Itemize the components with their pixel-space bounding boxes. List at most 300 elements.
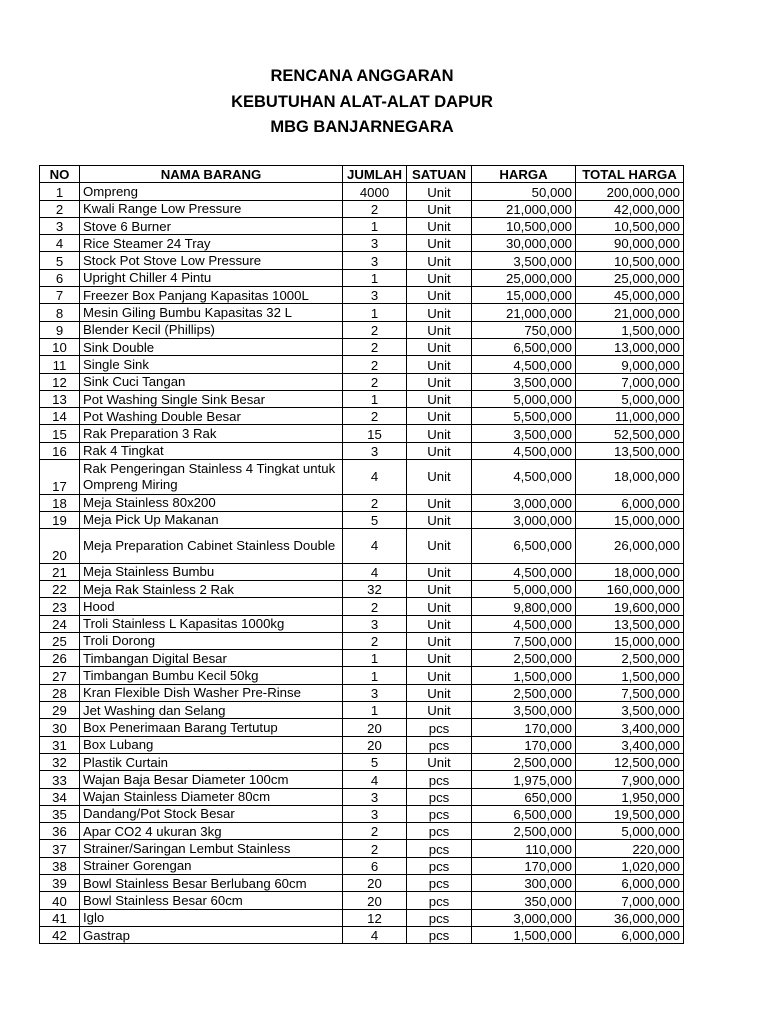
- cell-total-price: 1,950,000: [576, 788, 684, 805]
- cell-quantity: 5: [343, 753, 407, 770]
- table-header-row: [40, 166, 684, 183]
- cell-no: 12: [40, 373, 80, 390]
- cell-price: 3,000,000: [472, 511, 576, 528]
- cell-total-price: 15,000,000: [576, 632, 684, 649]
- table-row: [40, 563, 684, 580]
- cell-no: 42: [40, 926, 80, 943]
- cell-no: 10: [40, 338, 80, 355]
- cell-unit: pcs: [407, 823, 472, 840]
- cell-no: 2: [40, 200, 80, 217]
- cell-quantity: 20: [343, 736, 407, 753]
- cell-item-name: Freezer Box Panjang Kapasitas 1000L: [80, 287, 343, 304]
- cell-item-name: Wajan Baja Besar Diameter 100cm: [80, 771, 343, 788]
- cell-price: 4,500,000: [472, 563, 576, 580]
- table-row: [40, 338, 684, 355]
- cell-no: 9: [40, 321, 80, 338]
- cell-total-price: 3,500,000: [576, 702, 684, 719]
- cell-total-price: 18,000,000: [576, 563, 684, 580]
- cell-price: 1,500,000: [472, 926, 576, 943]
- cell-no: 39: [40, 874, 80, 891]
- table-row: [40, 235, 684, 252]
- table-row: [40, 494, 684, 511]
- cell-total-price: 12,500,000: [576, 753, 684, 770]
- cell-item-name: Box Lubang: [80, 736, 343, 753]
- cell-quantity: 4: [343, 563, 407, 580]
- cell-quantity: 2: [343, 200, 407, 217]
- cell-unit: pcs: [407, 926, 472, 943]
- cell-item-name: Sink Cuci Tangan: [80, 373, 343, 390]
- cell-no: 15: [40, 425, 80, 442]
- cell-quantity: 4: [343, 926, 407, 943]
- table-row: [40, 823, 684, 840]
- cell-unit: Unit: [407, 183, 472, 200]
- cell-total-price: 19,600,000: [576, 598, 684, 615]
- cell-unit: pcs: [407, 909, 472, 926]
- table-row: [40, 183, 684, 200]
- table-row: [40, 667, 684, 684]
- cell-unit: Unit: [407, 598, 472, 615]
- table-row: [40, 321, 684, 338]
- cell-unit: Unit: [407, 650, 472, 667]
- cell-unit: Unit: [407, 425, 472, 442]
- cell-unit: Unit: [407, 580, 472, 597]
- cell-total-price: 13,000,000: [576, 338, 684, 355]
- cell-quantity: 4: [343, 771, 407, 788]
- cell-unit: Unit: [407, 287, 472, 304]
- cell-quantity: 5: [343, 511, 407, 528]
- cell-price: 3,500,000: [472, 252, 576, 269]
- cell-price: 5,500,000: [472, 408, 576, 425]
- cell-item-name: Strainer/Saringan Lembut Stainless: [80, 840, 343, 857]
- title-line-1: RENCANA ANGGARAN: [270, 67, 454, 85]
- cell-price: 300,000: [472, 874, 576, 891]
- cell-total-price: 6,000,000: [576, 874, 684, 891]
- cell-quantity: 12: [343, 909, 407, 926]
- header-total-price: TOTAL HARGA: [576, 166, 684, 183]
- cell-item-name: Mesin Giling Bumbu Kapasitas 32 L: [80, 304, 343, 321]
- cell-quantity: 20: [343, 874, 407, 891]
- cell-total-price: 13,500,000: [576, 615, 684, 632]
- cell-total-price: 26,000,000: [576, 529, 684, 564]
- cell-unit: Unit: [407, 442, 472, 459]
- cell-total-price: 7,900,000: [576, 771, 684, 788]
- cell-total-price: 36,000,000: [576, 909, 684, 926]
- table-row: [40, 736, 684, 753]
- cell-quantity: 15: [343, 425, 407, 442]
- table-row: [40, 650, 684, 667]
- cell-unit: Unit: [407, 408, 472, 425]
- cell-unit: Unit: [407, 269, 472, 286]
- cell-no: 40: [40, 892, 80, 909]
- cell-total-price: 6,000,000: [576, 926, 684, 943]
- cell-total-price: 2,500,000: [576, 650, 684, 667]
- cell-quantity: 2: [343, 494, 407, 511]
- cell-unit: pcs: [407, 805, 472, 822]
- cell-unit: Unit: [407, 338, 472, 355]
- cell-quantity: 2: [343, 373, 407, 390]
- cell-no: 30: [40, 719, 80, 736]
- cell-unit: pcs: [407, 771, 472, 788]
- table-row: [40, 511, 684, 528]
- cell-item-name: Kran Flexible Dish Washer Pre-Rinse: [80, 684, 343, 701]
- cell-quantity: 3: [343, 684, 407, 701]
- cell-no: 32: [40, 753, 80, 770]
- cell-no: 4: [40, 235, 80, 252]
- table-row: [40, 460, 684, 495]
- cell-price: 2,500,000: [472, 753, 576, 770]
- cell-item-name: Rak Pengeringan Stainless 4 Tingkat untuk Ompreng Miring: [80, 460, 343, 495]
- cell-quantity: 3: [343, 252, 407, 269]
- cell-unit: Unit: [407, 702, 472, 719]
- cell-quantity: 3: [343, 442, 407, 459]
- cell-quantity: 2: [343, 598, 407, 615]
- cell-unit: Unit: [407, 563, 472, 580]
- cell-price: 2,500,000: [472, 684, 576, 701]
- cell-unit: Unit: [407, 529, 472, 564]
- cell-total-price: 15,000,000: [576, 511, 684, 528]
- cell-price: 4,500,000: [472, 356, 576, 373]
- cell-price: 1,500,000: [472, 667, 576, 684]
- cell-total-price: 11,000,000: [576, 408, 684, 425]
- header-unit: SATUAN: [407, 166, 472, 183]
- cell-item-name: Wajan Stainless Diameter 80cm: [80, 788, 343, 805]
- cell-price: 6,500,000: [472, 338, 576, 355]
- cell-no: 25: [40, 632, 80, 649]
- cell-price: 6,500,000: [472, 805, 576, 822]
- cell-item-name: Plastik Curtain: [80, 753, 343, 770]
- table-row: [40, 287, 684, 304]
- cell-unit: Unit: [407, 615, 472, 632]
- cell-item-name: Meja Stainless 80x200: [80, 494, 343, 511]
- cell-total-price: 25,000,000: [576, 269, 684, 286]
- cell-unit: Unit: [407, 356, 472, 373]
- table-row: [40, 632, 684, 649]
- header-price: HARGA: [472, 166, 576, 183]
- cell-total-price: 13,500,000: [576, 442, 684, 459]
- cell-item-name: Troli Stainless L Kapasitas 1000kg: [80, 615, 343, 632]
- cell-item-name: Hood: [80, 598, 343, 615]
- cell-total-price: 90,000,000: [576, 235, 684, 252]
- cell-item-name: Meja Pick Up Makanan: [80, 511, 343, 528]
- title-line-3: MBG BANJARNEGARA: [270, 118, 454, 136]
- cell-no: 23: [40, 598, 80, 615]
- cell-no: 6: [40, 269, 80, 286]
- cell-item-name: Meja Rak Stainless 2 Rak: [80, 580, 343, 597]
- table-row: [40, 805, 684, 822]
- cell-item-name: Rak 4 Tingkat: [80, 442, 343, 459]
- cell-price: 170,000: [472, 736, 576, 753]
- cell-unit: pcs: [407, 857, 472, 874]
- cell-item-name: Iglo: [80, 909, 343, 926]
- table-body: [40, 183, 684, 944]
- cell-total-price: 45,000,000: [576, 287, 684, 304]
- cell-total-price: 7,000,000: [576, 892, 684, 909]
- table-row: [40, 926, 684, 943]
- table-row: [40, 909, 684, 926]
- cell-no: 21: [40, 563, 80, 580]
- table-row: [40, 771, 684, 788]
- cell-unit: Unit: [407, 304, 472, 321]
- cell-unit: Unit: [407, 460, 472, 495]
- cell-total-price: 1,500,000: [576, 667, 684, 684]
- cell-unit: Unit: [407, 684, 472, 701]
- cell-total-price: 19,500,000: [576, 805, 684, 822]
- cell-unit: pcs: [407, 719, 472, 736]
- cell-price: 7,500,000: [472, 632, 576, 649]
- cell-quantity: 1: [343, 650, 407, 667]
- cell-no: 18: [40, 494, 80, 511]
- table-row: [40, 304, 684, 321]
- cell-quantity: 2: [343, 408, 407, 425]
- cell-item-name: Rice Steamer 24 Tray: [80, 235, 343, 252]
- cell-price: 3,000,000: [472, 909, 576, 926]
- cell-quantity: 3: [343, 287, 407, 304]
- cell-no: 11: [40, 356, 80, 373]
- cell-price: 15,000,000: [472, 287, 576, 304]
- header-no: NO: [40, 166, 80, 183]
- cell-price: 3,500,000: [472, 425, 576, 442]
- cell-no: 38: [40, 857, 80, 874]
- cell-no: 27: [40, 667, 80, 684]
- cell-item-name: Meja Stainless Bumbu: [80, 563, 343, 580]
- cell-total-price: 42,000,000: [576, 200, 684, 217]
- cell-quantity: 32: [343, 580, 407, 597]
- cell-price: 9,800,000: [472, 598, 576, 615]
- cell-price: 30,000,000: [472, 235, 576, 252]
- cell-price: 170,000: [472, 857, 576, 874]
- cell-quantity: 1: [343, 217, 407, 234]
- cell-item-name: Timbangan Bumbu Kecil 50kg: [80, 667, 343, 684]
- cell-total-price: 5,000,000: [576, 390, 684, 407]
- cell-no: 37: [40, 840, 80, 857]
- cell-price: 21,000,000: [472, 304, 576, 321]
- cell-quantity: 2: [343, 321, 407, 338]
- cell-no: 24: [40, 615, 80, 632]
- table-row: [40, 840, 684, 857]
- cell-item-name: Jet Washing dan Selang: [80, 702, 343, 719]
- cell-price: 5,000,000: [472, 390, 576, 407]
- cell-no: 5: [40, 252, 80, 269]
- cell-quantity: 4: [343, 460, 407, 495]
- cell-no: 41: [40, 909, 80, 926]
- table-row: [40, 529, 684, 564]
- cell-price: 2,500,000: [472, 650, 576, 667]
- cell-no: 34: [40, 788, 80, 805]
- cell-quantity: 2: [343, 338, 407, 355]
- cell-total-price: 200,000,000: [576, 183, 684, 200]
- table-row: [40, 442, 684, 459]
- cell-item-name: Stock Pot Stove Low Pressure: [80, 252, 343, 269]
- cell-item-name: Rak Preparation 3 Rak: [80, 425, 343, 442]
- cell-price: 4,500,000: [472, 615, 576, 632]
- cell-price: 4,500,000: [472, 442, 576, 459]
- header-quantity: JUMLAH: [343, 166, 407, 183]
- cell-no: 31: [40, 736, 80, 753]
- header-item-name: NAMA BARANG: [80, 166, 343, 183]
- cell-price: 10,500,000: [472, 217, 576, 234]
- cell-unit: pcs: [407, 840, 472, 857]
- cell-price: 3,500,000: [472, 373, 576, 390]
- cell-item-name: Pot Washing Double Besar: [80, 408, 343, 425]
- table-row: [40, 580, 684, 597]
- table-row: [40, 702, 684, 719]
- cell-price: 21,000,000: [472, 200, 576, 217]
- table-row: [40, 269, 684, 286]
- cell-price: 2,500,000: [472, 823, 576, 840]
- cell-no: 26: [40, 650, 80, 667]
- cell-quantity: 3: [343, 615, 407, 632]
- table-row: [40, 425, 684, 442]
- cell-total-price: 3,400,000: [576, 736, 684, 753]
- cell-unit: Unit: [407, 667, 472, 684]
- cell-no: 36: [40, 823, 80, 840]
- table-row: [40, 719, 684, 736]
- cell-total-price: 7,500,000: [576, 684, 684, 701]
- cell-quantity: 20: [343, 892, 407, 909]
- cell-quantity: 1: [343, 667, 407, 684]
- table-row: [40, 615, 684, 632]
- cell-no: 33: [40, 771, 80, 788]
- cell-quantity: 1: [343, 390, 407, 407]
- cell-unit: Unit: [407, 321, 472, 338]
- table-row: [40, 390, 684, 407]
- cell-item-name: Box Penerimaan Barang Tertutup: [80, 719, 343, 736]
- cell-unit: Unit: [407, 235, 472, 252]
- cell-no: 8: [40, 304, 80, 321]
- cell-price: 25,000,000: [472, 269, 576, 286]
- cell-price: 3,000,000: [472, 494, 576, 511]
- cell-item-name: Bowl Stainless Besar Berlubang 60cm: [80, 874, 343, 891]
- table-row: [40, 874, 684, 891]
- cell-item-name: Troli Dorong: [80, 632, 343, 649]
- cell-unit: Unit: [407, 494, 472, 511]
- cell-unit: pcs: [407, 736, 472, 753]
- cell-unit: Unit: [407, 632, 472, 649]
- table-row: [40, 753, 684, 770]
- cell-item-name: Timbangan Digital Besar: [80, 650, 343, 667]
- table-row: [40, 598, 684, 615]
- cell-item-name: Meja Preparation Cabinet Stainless Double: [80, 529, 343, 564]
- cell-no: 22: [40, 580, 80, 597]
- cell-total-price: 1,500,000: [576, 321, 684, 338]
- cell-quantity: 4: [343, 529, 407, 564]
- cell-total-price: 1,020,000: [576, 857, 684, 874]
- cell-unit: pcs: [407, 874, 472, 891]
- table-row: [40, 200, 684, 217]
- cell-quantity: 1: [343, 702, 407, 719]
- table-row: [40, 892, 684, 909]
- cell-quantity: 2: [343, 823, 407, 840]
- cell-no: 16: [40, 442, 80, 459]
- cell-no: 35: [40, 805, 80, 822]
- cell-quantity: 2: [343, 356, 407, 373]
- cell-price: 5,000,000: [472, 580, 576, 597]
- cell-total-price: 52,500,000: [576, 425, 684, 442]
- cell-price: 750,000: [472, 321, 576, 338]
- cell-item-name: Kwali Range Low Pressure: [80, 200, 343, 217]
- cell-unit: pcs: [407, 788, 472, 805]
- table-row: [40, 252, 684, 269]
- cell-unit: Unit: [407, 200, 472, 217]
- cell-total-price: 5,000,000: [576, 823, 684, 840]
- cell-quantity: 3: [343, 788, 407, 805]
- cell-no: 17: [40, 460, 80, 495]
- cell-total-price: 10,500,000: [576, 252, 684, 269]
- cell-price: 4,500,000: [472, 460, 576, 495]
- table-row: [40, 356, 684, 373]
- cell-price: 170,000: [472, 719, 576, 736]
- cell-total-price: 18,000,000: [576, 460, 684, 495]
- cell-no: 20: [40, 529, 80, 564]
- cell-unit: pcs: [407, 892, 472, 909]
- cell-quantity: 1: [343, 304, 407, 321]
- cell-price: 1,975,000: [472, 771, 576, 788]
- cell-price: 650,000: [472, 788, 576, 805]
- cell-item-name: Dandang/Pot Stock Besar: [80, 805, 343, 822]
- cell-unit: Unit: [407, 217, 472, 234]
- cell-item-name: Apar CO2 4 ukuran 3kg: [80, 823, 343, 840]
- cell-unit: Unit: [407, 373, 472, 390]
- cell-unit: Unit: [407, 753, 472, 770]
- table-row: [40, 857, 684, 874]
- cell-quantity: 20: [343, 719, 407, 736]
- cell-item-name: Gastrap: [80, 926, 343, 943]
- cell-item-name: Strainer Gorengan: [80, 857, 343, 874]
- title-line-2: KEBUTUHAN ALAT-ALAT DAPUR: [231, 92, 493, 111]
- cell-no: 19: [40, 511, 80, 528]
- table-row: [40, 217, 684, 234]
- cell-no: 13: [40, 390, 80, 407]
- cell-quantity: 4000: [343, 183, 407, 200]
- cell-item-name: Bowl Stainless Besar 60cm: [80, 892, 343, 909]
- cell-total-price: 7,000,000: [576, 373, 684, 390]
- cell-unit: Unit: [407, 390, 472, 407]
- cell-item-name: Single Sink: [80, 356, 343, 373]
- cell-no: 7: [40, 287, 80, 304]
- table-row: [40, 408, 684, 425]
- cell-item-name: Blender Kecil (Phillips): [80, 321, 343, 338]
- cell-item-name: Ompreng: [80, 183, 343, 200]
- cell-quantity: 3: [343, 235, 407, 252]
- document-title: [0, 64, 724, 141]
- cell-item-name: Sink Double: [80, 338, 343, 355]
- cell-item-name: Upright Chiller 4 Pintu: [80, 269, 343, 286]
- cell-quantity: 2: [343, 632, 407, 649]
- cell-price: 50,000: [472, 183, 576, 200]
- cell-total-price: 9,000,000: [576, 356, 684, 373]
- cell-quantity: 2: [343, 840, 407, 857]
- cell-price: 110,000: [472, 840, 576, 857]
- cell-no: 1: [40, 183, 80, 200]
- cell-no: 28: [40, 684, 80, 701]
- cell-total-price: 21,000,000: [576, 304, 684, 321]
- cell-price: 3,500,000: [472, 702, 576, 719]
- cell-no: 14: [40, 408, 80, 425]
- cell-unit: Unit: [407, 511, 472, 528]
- cell-total-price: 3,400,000: [576, 719, 684, 736]
- cell-unit: Unit: [407, 252, 472, 269]
- cell-quantity: 6: [343, 857, 407, 874]
- cell-item-name: Stove 6 Burner: [80, 217, 343, 234]
- cell-total-price: 160,000,000: [576, 580, 684, 597]
- cell-quantity: 3: [343, 805, 407, 822]
- cell-price: 350,000: [472, 892, 576, 909]
- cell-item-name: Pot Washing Single Sink Besar: [80, 390, 343, 407]
- cell-no: 3: [40, 217, 80, 234]
- cell-total-price: 6,000,000: [576, 494, 684, 511]
- cell-total-price: 220,000: [576, 840, 684, 857]
- cell-total-price: 10,500,000: [576, 217, 684, 234]
